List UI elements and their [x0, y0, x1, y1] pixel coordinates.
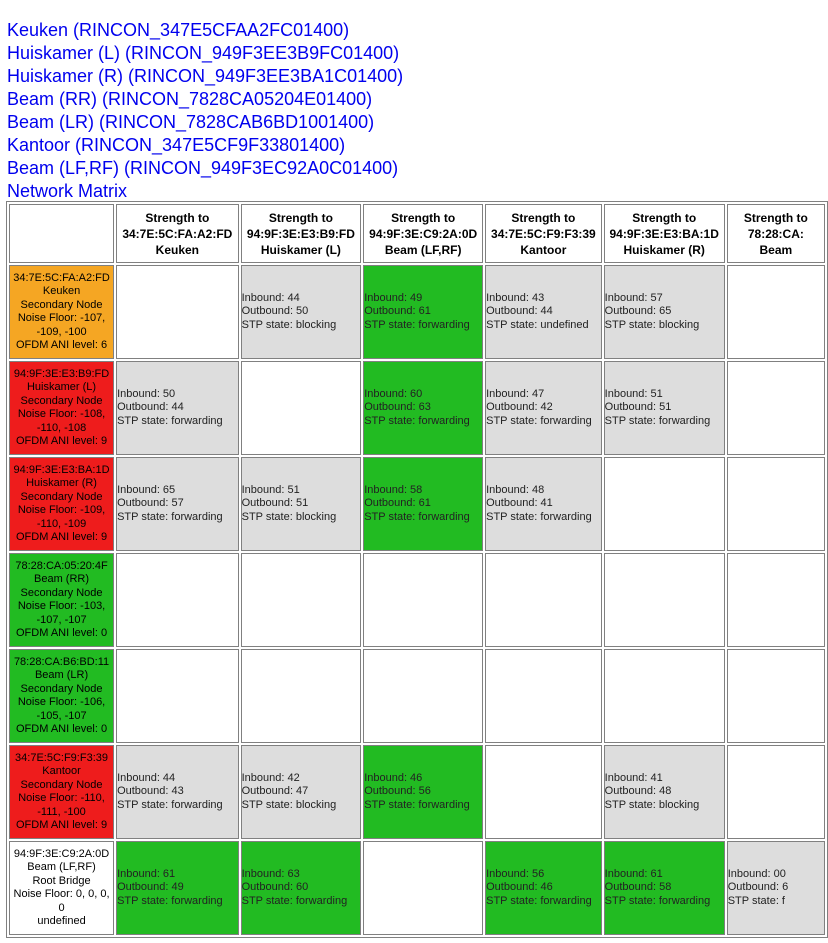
- device-link-beam-lr[interactable]: Beam (LR) (RINCON_7828CAB6BD1001400): [7, 112, 375, 132]
- strength-line: Inbound: 44: [117, 771, 176, 784]
- node-info-line: Beam (RR): [34, 573, 90, 585]
- node-info-line: -111, -100: [37, 805, 86, 818]
- strength-cell: [363, 745, 483, 839]
- strength-line: STP state: forwarding: [486, 414, 592, 427]
- column-header: [485, 204, 602, 263]
- node-info-line: Secondary Node: [20, 490, 103, 503]
- node-info-cell: [9, 745, 114, 839]
- node-info-line: Noise Floor: -106,: [17, 696, 106, 708]
- column-header-mac: 94:9F:3E:C9:2A:0D: [369, 226, 478, 241]
- strength-line: STP state: undefined: [486, 318, 589, 331]
- device-link-huiskamer-r[interactable]: Huiskamer (R) (RINCON_949F3EE3BA1C01400): [7, 66, 404, 86]
- strength-line: Inbound: 48: [486, 483, 545, 496]
- matrix-row: [9, 457, 825, 551]
- node-info-line: -109, -100: [36, 325, 87, 338]
- node-info-line: -110, -109: [36, 517, 87, 530]
- strength-cell: [727, 361, 825, 455]
- node-info-line: Secondary Node: [20, 394, 103, 407]
- matrix-row: [9, 265, 825, 359]
- node-info-line: Noise Floor: 0, 0, 0,: [13, 888, 110, 900]
- strength-cell: [116, 457, 239, 551]
- strength-line: Inbound: 43: [486, 291, 545, 304]
- node-info-cell: [9, 649, 114, 743]
- column-header-label: Strength to: [632, 210, 697, 225]
- device-link-beam-rr[interactable]: Beam (RR) (RINCON_7828CA05204E01400): [7, 89, 373, 109]
- column-header-mac: 94:9F:3E:E3:B9:FD: [246, 226, 355, 241]
- strength-cell: [485, 457, 602, 551]
- node-info-line: OFDM ANI level: 9: [15, 531, 108, 543]
- strength-cell: [727, 265, 825, 359]
- column-header-label: Strength to: [268, 210, 333, 225]
- strength-cell: [727, 457, 825, 551]
- node-info-line: 34:7E:5C:F9:F3:39: [15, 751, 108, 764]
- strength-line: STP state: blocking: [604, 798, 700, 811]
- strength-cell: [727, 649, 825, 743]
- strength-cell: [727, 745, 825, 839]
- node-info-line: 0: [58, 901, 65, 914]
- node-info-line: 78:28:CA:B6:BD:11: [13, 655, 110, 668]
- strength-cell: [604, 265, 725, 359]
- strength-cell: [116, 553, 239, 647]
- node-info-cell: [9, 361, 114, 455]
- strength-cell: [363, 841, 483, 935]
- strength-line: Inbound: 51: [241, 483, 300, 496]
- strength-cell: [604, 841, 725, 935]
- strength-line: STP state: forwarding: [364, 798, 470, 811]
- strength-line: STP state: forwarding: [604, 894, 711, 907]
- column-header-mac: 34:7E:5C:F9:F3:39: [491, 226, 596, 241]
- strength-line: Outbound: 58: [604, 881, 672, 894]
- node-info-line: Noise Floor: -107,: [17, 312, 106, 324]
- node-info-cell: [9, 553, 114, 647]
- strength-line: Inbound: 60: [364, 387, 423, 400]
- strength-cell: [727, 841, 825, 935]
- strength-line: STP state: blocking: [241, 510, 337, 523]
- strength-cell: [485, 553, 602, 647]
- strength-cell: [604, 457, 725, 551]
- strength-line: STP state: forwarding: [241, 894, 348, 907]
- strength-line: STP state: forwarding: [117, 798, 223, 811]
- strength-line: Outbound: 48: [604, 785, 672, 798]
- node-info-line: 94:9F:3E:E3:B9:FD: [13, 367, 110, 380]
- column-header-room: Huiskamer (R): [623, 242, 705, 257]
- strength-line: STP state: forwarding: [364, 414, 470, 427]
- node-info-line: OFDM ANI level: 6: [15, 339, 108, 351]
- strength-line: STP state: forwarding: [364, 318, 470, 331]
- node-info-line: Secondary Node: [20, 586, 103, 599]
- strength-line: Inbound: 61: [117, 867, 176, 880]
- strength-line: Inbound: 50: [117, 387, 176, 400]
- matrix-row: [9, 649, 825, 743]
- strength-line: Outbound: 57: [117, 497, 184, 510]
- strength-line: Outbound: 51: [604, 401, 672, 414]
- strength-cell: [241, 457, 362, 551]
- column-header-label: Strength to: [145, 210, 210, 225]
- node-info-line: -107, -107: [36, 613, 87, 626]
- node-info-line: OFDM ANI level: 0: [15, 723, 108, 735]
- strength-line: Outbound: 61: [364, 497, 431, 510]
- strength-line: Outbound: 61: [364, 305, 431, 318]
- strength-line: Inbound: 00: [727, 867, 786, 880]
- node-info-cell: [9, 457, 114, 551]
- matrix-body: [9, 265, 825, 935]
- column-header-mac: 34:7E:5C:FA:A2:FD: [122, 226, 233, 241]
- strength-cell: [604, 745, 725, 839]
- column-header-room: Huiskamer (L): [260, 242, 341, 257]
- column-header-label: Strength to: [743, 210, 808, 225]
- strength-cell: [485, 745, 602, 839]
- node-info-line: Noise Floor: -109,: [17, 504, 106, 516]
- strength-line: Inbound: 47: [486, 387, 545, 400]
- strength-cell: [116, 361, 239, 455]
- matrix-row: [9, 841, 825, 935]
- strength-line: Inbound: 42: [241, 771, 300, 784]
- strength-cell: [485, 361, 602, 455]
- strength-cell: [241, 265, 362, 359]
- strength-cell: [363, 457, 483, 551]
- strength-line: Outbound: 63: [364, 401, 431, 414]
- matrix-row: [9, 361, 825, 455]
- strength-cell: [604, 553, 725, 647]
- device-link-beam-lf-rf[interactable]: Beam (LF,RF) (RINCON_949F3EC92A0C01400): [7, 158, 399, 178]
- strength-line: Outbound: 44: [117, 401, 184, 414]
- node-info-line: OFDM ANI level: 9: [15, 819, 108, 831]
- matrix-row: [9, 553, 825, 647]
- node-info-line: Noise Floor: -110,: [18, 792, 105, 804]
- node-info-cell: [9, 265, 114, 359]
- column-header-mac: 78:28:CA:: [747, 226, 804, 241]
- strength-line: Inbound: 44: [241, 291, 300, 304]
- matrix-header-row: [9, 204, 825, 263]
- column-header-label: Strength to: [511, 210, 576, 225]
- node-info-line: -110, -108: [36, 421, 87, 434]
- strength-line: Inbound: 58: [364, 483, 423, 496]
- strength-line: Outbound: 49: [117, 881, 184, 894]
- column-header-room: Kantoor: [520, 242, 567, 257]
- strength-cell: [241, 841, 362, 935]
- strength-line: STP state: blocking: [604, 318, 700, 331]
- strength-line: Inbound: 46: [364, 771, 423, 784]
- column-header-label: Strength to: [391, 210, 456, 225]
- column-header-room: Beam (LF,RF): [384, 242, 462, 257]
- column-header: [604, 204, 725, 263]
- strength-line: STP state: forwarding: [117, 414, 223, 427]
- column-header-room: Keuken: [155, 242, 200, 257]
- node-info-line: Secondary Node: [20, 778, 103, 791]
- strength-line: Outbound: 65: [604, 305, 672, 318]
- strength-cell: [604, 361, 725, 455]
- strength-line: Outbound: 42: [486, 401, 553, 414]
- strength-cell: [241, 745, 362, 839]
- device-link-kantoor[interactable]: Kantoor (RINCON_347E5CF9F33801400): [7, 135, 346, 155]
- network-matrix-link[interactable]: Network Matrix: [7, 181, 128, 201]
- network-matrix-table: [6, 201, 828, 938]
- node-info-line: OFDM ANI level: 0: [15, 627, 108, 639]
- strength-cell: [116, 649, 239, 743]
- strength-cell: [363, 649, 483, 743]
- strength-line: Inbound: 49: [364, 291, 423, 304]
- column-header: [241, 204, 362, 263]
- strength-line: Outbound: 60: [241, 881, 309, 894]
- strength-line: STP state: forwarding: [364, 510, 470, 523]
- strength-cell: [485, 265, 602, 359]
- strength-cell: [727, 553, 825, 647]
- node-info-line: Secondary Node: [20, 682, 103, 695]
- strength-cell: [116, 265, 239, 359]
- strength-line: STP state: forwarding: [604, 414, 711, 427]
- strength-line: Inbound: 61: [604, 867, 663, 880]
- strength-cell: [363, 553, 483, 647]
- device-link-huiskamer-l[interactable]: Huiskamer (L) (RINCON_949F3EE3B9FC01400): [7, 43, 400, 63]
- strength-line: Outbound: 51: [241, 497, 309, 510]
- strength-line: Outbound: 44: [486, 305, 553, 318]
- node-info-line: 94:9F:3E:C9:2A:0D: [13, 847, 110, 860]
- node-info-line: 94:9F:3E:E3:BA:1D: [13, 463, 110, 476]
- device-link-keuken[interactable]: Keuken (RINCON_347E5CFAA2FC01400): [7, 20, 350, 40]
- node-info-line: Noise Floor: -108,: [17, 408, 106, 420]
- strength-cell: [363, 265, 483, 359]
- node-info-line: 34:7E:5C:FA:A2:FD: [13, 271, 110, 284]
- strength-line: Outbound: 56: [364, 785, 431, 798]
- node-info-line: undefined: [37, 915, 86, 927]
- strength-cell: [363, 361, 483, 455]
- node-info-line: Noise Floor: -103,: [17, 600, 106, 612]
- strength-line: Inbound: 56: [486, 867, 545, 880]
- node-info-line: OFDM ANI level: 9: [15, 435, 108, 447]
- strength-line: STP state: blocking: [241, 318, 337, 331]
- node-info-line: Secondary Node: [20, 298, 103, 311]
- strength-line: Inbound: 65: [117, 483, 176, 496]
- node-info-line: Keuken: [42, 285, 81, 297]
- node-info-line: Huiskamer (R): [26, 477, 97, 489]
- strength-line: STP state: forwarding: [486, 510, 592, 523]
- column-header-room: Beam: [759, 242, 793, 257]
- strength-line: Outbound: 43: [117, 785, 184, 798]
- node-info-line: Beam (LF,RF): [27, 861, 96, 873]
- matrix-row: [9, 745, 825, 839]
- strength-line: STP state: blocking: [241, 798, 337, 811]
- column-header: [363, 204, 483, 263]
- strength-line: STP state: f: [727, 894, 785, 907]
- node-info-line: Kantoor: [42, 765, 81, 777]
- strength-line: STP state: forwarding: [486, 894, 592, 907]
- strength-line: Outbound: 6: [727, 881, 789, 894]
- node-info-line: -105, -107: [36, 709, 87, 722]
- matrix-corner-cell: [9, 204, 114, 263]
- strength-cell: [604, 649, 725, 743]
- strength-line: Inbound: 41: [604, 771, 663, 784]
- strength-line: Inbound: 57: [604, 291, 663, 304]
- node-info-line: Beam (LR): [34, 669, 89, 681]
- strength-line: STP state: forwarding: [117, 894, 223, 907]
- strength-cell: [485, 649, 602, 743]
- strength-cell: [241, 553, 362, 647]
- column-header-mac: 94:9F:3E:E3:BA:1D: [609, 226, 719, 241]
- node-info-line: Huiskamer (L): [26, 381, 97, 393]
- strength-line: Outbound: 47: [241, 785, 309, 798]
- node-info-cell: [9, 841, 114, 935]
- column-header: [727, 204, 825, 263]
- strength-line: Outbound: 41: [486, 497, 553, 510]
- column-header: [116, 204, 239, 263]
- node-info-line: Root Bridge: [32, 874, 91, 887]
- strength-cell: [485, 841, 602, 935]
- strength-cell: [241, 361, 362, 455]
- device-link-list: [7, 19, 403, 203]
- strength-cell: [241, 649, 362, 743]
- strength-line: Inbound: 63: [241, 867, 300, 880]
- strength-line: Outbound: 50: [241, 305, 309, 318]
- strength-line: Inbound: 51: [604, 387, 663, 400]
- strength-line: Outbound: 46: [486, 881, 553, 894]
- strength-line: STP state: forwarding: [117, 510, 223, 523]
- node-info-line: 78:28:CA:05:20:4F: [15, 559, 108, 572]
- strength-cell: [116, 745, 239, 839]
- strength-cell: [116, 841, 239, 935]
